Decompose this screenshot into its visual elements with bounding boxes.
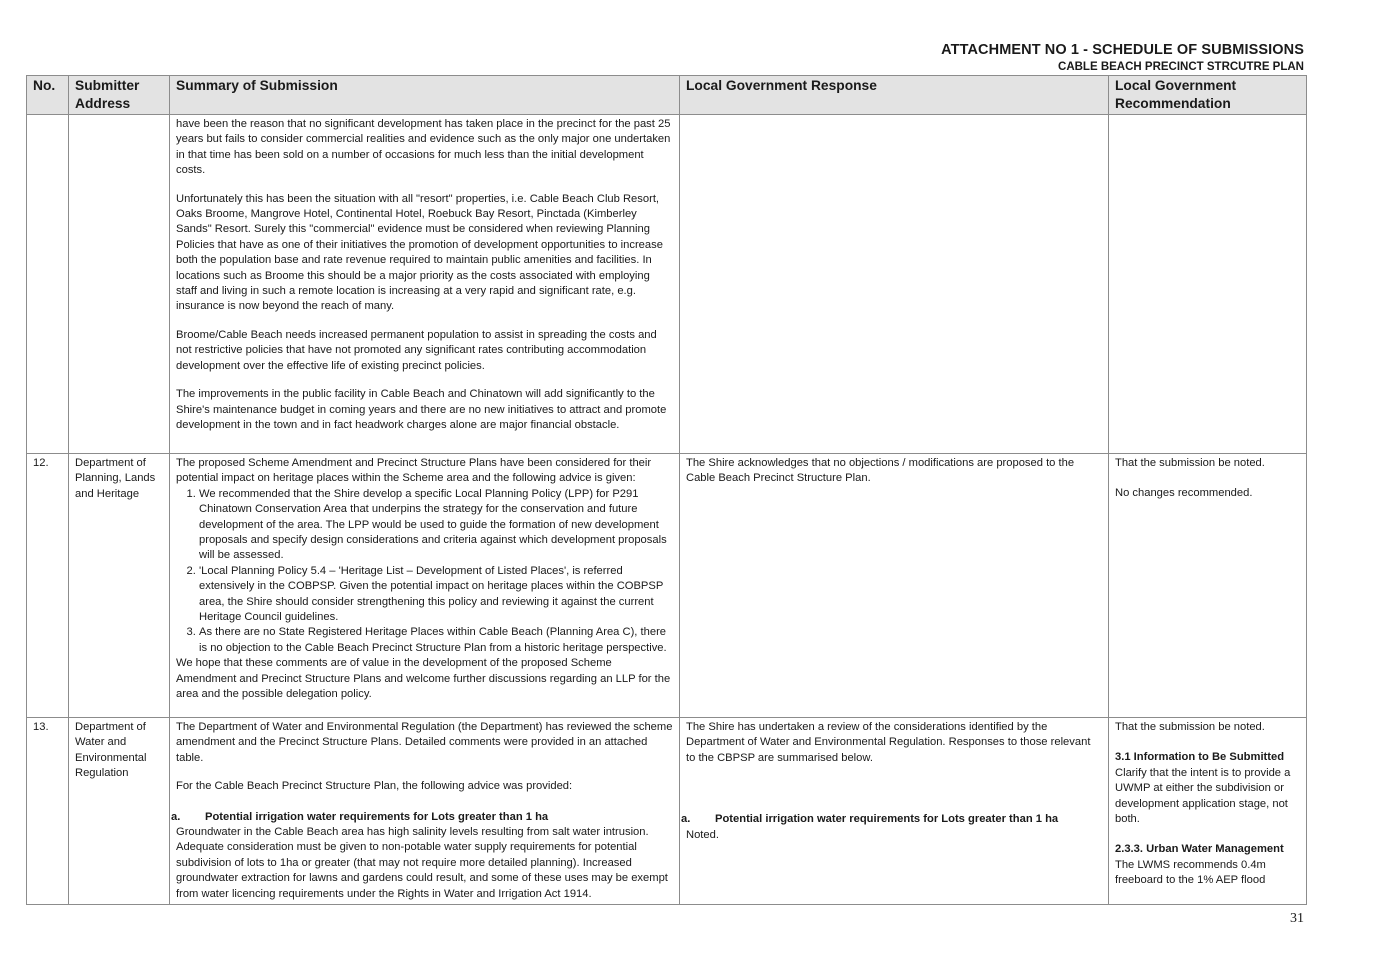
row-number: 12. bbox=[27, 454, 69, 718]
page-number: 31 bbox=[1290, 911, 1304, 926]
subheading-text: Potential irrigation water requirements for Lots greater than 1 ha bbox=[715, 813, 1059, 826]
column-header-submitter: Submitter Address bbox=[69, 76, 170, 115]
recommendation-paragraph: Clarify that the intent is to provide a UWMP at either the subdivision or development application stage, not both. bbox=[1115, 766, 1291, 826]
table-header-row bbox=[27, 76, 1307, 115]
response-paragraph: The Shire has undertaken a review of the considerations identified by the Department of Water and Environmental Regulation. Responses to those relevant to the CBPSP are summarised below. bbox=[686, 721, 1091, 764]
recommendation-line: That the submission be noted. bbox=[1115, 457, 1265, 469]
recommendation-line: That the submission be noted. bbox=[1115, 721, 1265, 733]
summary-paragraph: Broome/Cable Beach needs increased permanent population to assist in spreading the costs and not restrictive policies that have not promoted any significant rates contributing accommodation development over the effective life of existing precinct policies. bbox=[176, 328, 657, 372]
government-recommendation bbox=[1109, 454, 1307, 718]
summary-paragraph: For the Cable Beach Precinct Structure Plan, the following advice was provided: bbox=[176, 780, 573, 793]
subheading-letter: a. bbox=[681, 813, 691, 826]
submitter-address: Department of Planning, Lands and Heritage bbox=[69, 454, 170, 718]
submission-summary bbox=[170, 454, 680, 718]
summary-paragraph: Groundwater in the Cable Beach area has high salinity levels resulting from salt water intrusion. Adequate consideration must be given to non-potable water supply requirements for potential subdivision of lots to 1ha or greater (that may not require more detailed planning). Increased groundwater extraction for lawns and gardens could result, and some of these uses may be exempt from water licencing requirements under the Rights in Water and Irrigation Act 1914. bbox=[176, 826, 668, 900]
response-paragraph: Noted. bbox=[686, 828, 719, 841]
cell-no bbox=[27, 115, 69, 454]
subheading-text: Potential irrigation water requirements for Lots greater than 1 ha bbox=[205, 810, 549, 823]
cell-response bbox=[680, 115, 1109, 454]
summary-intro: The proposed Scheme Amendment and Precinct Structure Plans have been considered for their potential impact on heritage places within the Scheme area and the following advice is given: bbox=[176, 457, 652, 485]
list-item: 2. 'Local Planning Policy 5.4 – 'Heritage List – Development of Listed Places', is referred extensively in the COBPSP. Given the potential impact on heritage places within the COBPSP area, the Shire should consider strengthening this policy and reviewing it against the current Heritage Council guidelines. bbox=[199, 564, 673, 626]
recommendation-heading: 2.3.3. Urban Water Management bbox=[1115, 843, 1284, 856]
column-header-response: Local Government Response bbox=[680, 76, 1109, 115]
summary-subheading bbox=[171, 810, 673, 825]
submissions-table bbox=[26, 75, 1307, 905]
summary-paragraph: Unfortunately this has been the situation with all "resort" properties, i.e. Cable Beach Club Resort, Oaks Broome, Mangrove Hotel, Continental Hotel, Roebuck Bay Resort, Pinctada (Kimberley Sands" Resort. Surely this "commercial" evidence must be considered when reviewing Planning Policies that have as one of their initiatives the promotion of development opportunities to increase both the population base and rate revenue required to maintain public amenities and facilities. In locations such as Broome this should be a major priority as the costs associated with employing staff and living in such a remote location is increasing at a very rapid and significant rate, e.g. insurance is now beyond the reach of many. bbox=[176, 192, 663, 313]
government-recommendation bbox=[1109, 718, 1307, 905]
government-response bbox=[680, 718, 1109, 905]
subheading-letter: a. bbox=[171, 810, 181, 823]
recommendation-line: No changes recommended. bbox=[1115, 487, 1253, 500]
cell-summary bbox=[170, 115, 680, 454]
submission-summary bbox=[170, 718, 680, 905]
list-item: 3. As there are no State Registered Heritage Places within Cable Beach (Planning Area C), there is no objection to the Cable Beach Precinct Structure Plan from a historic heritage perspective. bbox=[199, 625, 673, 656]
list-item: 1. We recommended that the Shire develop a specific Local Planning Policy (LPP) for P291 Chinatown Conservation Area that underpins the strategy for the conservation and future development of the area. The LPP would be used to guide the formation of new development proposals and specify design considerations and criteria against which development proposals will be assessed. bbox=[199, 487, 673, 564]
summary-paragraph: The improvements in the public facility in Cable Beach and Chinatown will add significantly to the Shire's maintenance budget in coming years and there are no new initiatives to attract and promote development in the town and in fact headwork charges alone are major financial obstacle. bbox=[176, 388, 667, 431]
summary-paragraph: The Department of Water and Environmental Regulation (the Department) has reviewed the scheme amendment and the Precinct Structure Plans. Detailed comments were provided in an attached table. bbox=[176, 721, 673, 764]
row-number: 13. bbox=[27, 718, 69, 905]
column-header-recommendation: Local Government Recommendation bbox=[1109, 76, 1307, 115]
table-row-continued bbox=[27, 115, 1307, 454]
summary-paragraph: have been the reason that no significant development has taken place in the precinct for the past 25 years but fails to consider commercial realities and evidence such as the only major one undertaken in that time has been sold on a number of occasions for much less than the initial development costs. bbox=[176, 118, 671, 177]
recommendation-heading: 3.1 Information to Be Submitted bbox=[1115, 751, 1285, 764]
cell-recommendation bbox=[1109, 115, 1307, 454]
table-row-13 bbox=[27, 718, 1307, 905]
recommendation-paragraph: The LWMS recommends 0.4m freeboard to the 1% AEP flood bbox=[1115, 858, 1266, 887]
table-row-12 bbox=[27, 454, 1307, 718]
column-header-summary: Summary of Submission bbox=[170, 76, 680, 115]
document-title: ATTACHMENT NO 1 - SCHEDULE OF SUBMISSIONS bbox=[941, 42, 1304, 58]
government-response: The Shire acknowledges that no objections / modifications are proposed to the Cable Beach Precinct Structure Plan. bbox=[680, 454, 1109, 718]
document-subtitle: CABLE BEACH PRECINCT STRCUTRE PLAN bbox=[1058, 61, 1304, 73]
submitter-address: Department of Water and Environmental Regulation bbox=[69, 718, 170, 905]
cell-submitter bbox=[69, 115, 170, 454]
response-subheading bbox=[681, 812, 1102, 827]
column-header-no: No. bbox=[27, 76, 69, 115]
summary-list bbox=[176, 487, 673, 656]
summary-outro: We hope that these comments are of value in the development of the proposed Scheme Amendment and Precinct Structure Plans and welcome further discussions regarding an LLP for the area and the possible delegation policy. bbox=[176, 657, 671, 701]
